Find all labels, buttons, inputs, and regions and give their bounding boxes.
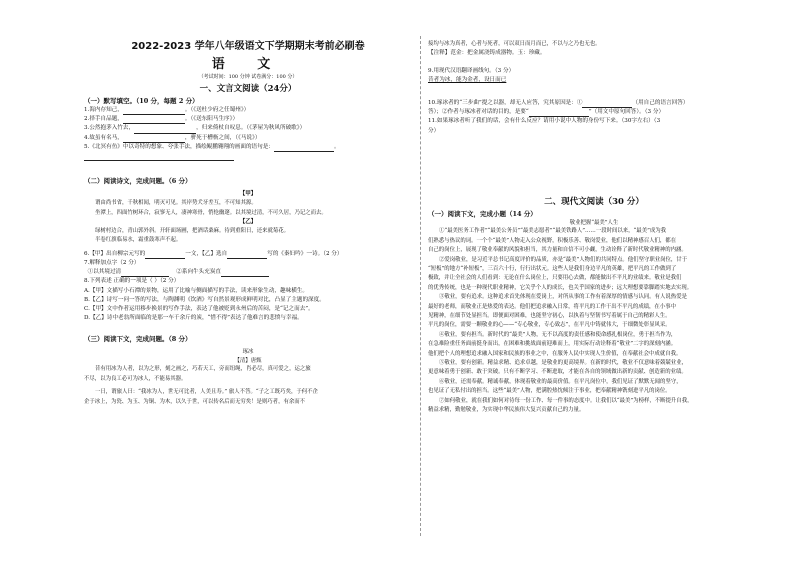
question-6: 6.【甲】出自柳宗元写的 一文，【乙】选自 写的《秦妇吟》一诗。（2 分） bbox=[84, 250, 412, 259]
question-3: 3.公然抱茅入竹去， ，归来倚杖自叹息。（《茅屋为秋风所破歌》） bbox=[84, 124, 412, 133]
passage-line4: 企于冰上，为瓷、为玉、为铜、为木，以久于世，可以传名后而无穷矣！是则巧者，有余而不 bbox=[84, 398, 306, 405]
paragraph-3: ③敬业，要有追求。这种追求首先体现在爱岗上，对所从事的工作有着深厚的情感与认同。有人说热爱是 bbox=[439, 294, 687, 301]
answer-blank[interactable] bbox=[221, 270, 269, 277]
question-11-end: 分） bbox=[428, 127, 440, 134]
passage-b-line1: 绿树村边合，青山郭外斜。开轩面场圃，把酒话桑麻。待到重阳日，还来就菊花。 bbox=[95, 228, 290, 235]
part2-heading: （二）阅读诗文，完成问题。（6 分） bbox=[84, 177, 192, 186]
passage-a-line1: 谓由尚书省，千秋相闻，明灭可见。其岸势犬牙差互，不可知其源。 bbox=[95, 200, 257, 207]
passage-b-label: 【乙】 bbox=[239, 219, 257, 226]
answer-blank[interactable] bbox=[582, 101, 632, 108]
paragraph-6: ⑥敬业，还需奉献。精诚奉献，体现着敬业的最高价值。在平凡岗位中，我们见证了默默无闻的坚守， bbox=[439, 378, 682, 385]
question-7-items: ①以其境过清 ②系向牛头充炭直 bbox=[84, 268, 412, 277]
question-4: 4.故虽有名马， ，骈死于槽枥之间，（《马说》） bbox=[84, 134, 412, 143]
paragraph-6-cont: 也见证了无私付出的担当。这些“最美”人物，把满腔热忱倾注于事业，把奉献精神镌刻进平凡的岗位。 bbox=[428, 388, 671, 395]
answer-blank[interactable] bbox=[227, 252, 267, 259]
column-divider bbox=[420, 36, 421, 536]
left-column bbox=[84, 40, 412, 407]
question-10: 10.琢冰者的“三步曲”提之以器，却无人应答，究其原因是：① （用自己的语言回答） bbox=[428, 99, 760, 108]
paragraph-3-cont2: 见精神，在细节处显担当。即便面对困难，也能坚守初心，以执着与坚韧书写着属于自己的精彩人生。 bbox=[428, 312, 671, 319]
section1-heading: 一、文言文阅读（24分） bbox=[199, 84, 297, 94]
paragraph-1-cont: 们熟悉与热议的词。一个个“最美”人物走入公众视野，积极乐善、敬岗爱业，他们以精神感召人们，都在 bbox=[428, 237, 677, 244]
answer-blank[interactable] bbox=[145, 252, 185, 259]
question-9-sentence: 昔者为冰，能为金者，设日而已 bbox=[428, 76, 507, 83]
article-title: 敬业把握“最美”人生 bbox=[569, 219, 619, 226]
passage-a-line2: 坐潭上，四面竹树环合，寂寥无人，凄神寒骨，悄怆幽邃。以其境过清，不可久居，乃记之而去。 bbox=[95, 209, 327, 216]
paragraph-3-cont: 最好的老师，而敬业正是热爱的表达。他们把追求融入日常，将平凡的工作干出不平凡的成绩，在小事中 bbox=[428, 303, 676, 310]
paragraph-1-cont2: 自己的岗位上，展现了敬业奉献的风貌和担当，其力量和自信不可小觑，生动诠释了新时代敬业精神的内涵。 bbox=[428, 247, 687, 254]
paragraph-7: ⑦如何敬业，就在我们如何对待每一份工作、每一件事的态度中。让我们以“最美”为榜样，不断提升自我， bbox=[439, 397, 693, 404]
paragraph-3-cont3: 平凡的岗位，需要一颗敬业的心——“专心敬业，专心致志”，在平凡中铸就伟大，于细微处彰显风采。 bbox=[428, 322, 671, 329]
part1-heading: （一）默写填空。（10 分，每题 2 分） bbox=[84, 97, 199, 105]
paragraph-4-cont2: 他们把个人的理想追求融入国家和民族的事业之中，在服务人民中实现人生价值，在奉献社会中成就自我。 bbox=[428, 350, 682, 357]
exam-info: （考试时间：100 分钟 试卷满分：100 分） bbox=[198, 74, 298, 80]
answer-blank[interactable] bbox=[274, 145, 334, 152]
question-10-line2: 答）；②作者与琢冰者对话的目的，是要“ ”（用文中原句回答）。（3 分） bbox=[428, 108, 760, 117]
paragraph-2: ②爱岗敬业，是习近平总书记高度评价的品质，亦是“最美”人物们的共同特点。他们坚守职业岗位，甘于 bbox=[439, 256, 688, 263]
answer-blank[interactable] bbox=[134, 127, 196, 134]
paragraph-4: ④敬业，要有担当。新时代的“最美”人物，无不以高度的责任感和使命感扎根岗位，勇于担当作为， bbox=[439, 331, 677, 338]
answer-blank[interactable] bbox=[121, 270, 169, 277]
passage-b-line2: 半卷红旗临易水，霜重鼓寒声不起。 bbox=[95, 237, 182, 244]
option-a[interactable]: A.【甲】文描写小石潭的景物，运用了比喻与侧面描写的手法，读来形象生动，趣味横生。 bbox=[84, 287, 308, 294]
paragraph-1: ①“最美医务工作者”“最美公务员”“最美志愿者”“最美铁路人”……一段时间以来，“最美”成为我 bbox=[439, 228, 667, 235]
question-5: 5.《北冥有鱼》中以奇特的想象、夸张手法，描绘鲲鹏翱翔的画面的语句是： 。 bbox=[84, 143, 412, 152]
paragraph-4-cont: 在急难险重任务面前挺身而出，在困难和挑战面前迎难而上，用实际行动诠释着“敬业”二字的深刻内涵。 bbox=[428, 341, 677, 348]
annotation-note: 【注释】范金：把金属浇铸成器物。玉：珍藏。 bbox=[428, 50, 546, 57]
answer-blank[interactable] bbox=[123, 108, 185, 115]
paragraph-2-cont3: 的优秀传统，也是一种现代职业精神，它关乎个人的成长，也关乎国家的进步；远大理想要靠脚踏实地去实现。 bbox=[428, 284, 693, 291]
part3-heading: （三）阅读下文，完成问题。（8 分） bbox=[84, 335, 192, 344]
question-7: 7.解释加点字（2 分） bbox=[84, 260, 140, 267]
question-8: 8.下列表述 正确的一项是（ ）（2 分） bbox=[84, 278, 180, 285]
section2-part1-heading: （一）阅读下文，完成小题（14 分） bbox=[428, 209, 537, 218]
answer-blank[interactable] bbox=[123, 136, 185, 143]
answer-blank[interactable] bbox=[84, 154, 234, 161]
option-c[interactable]: C.【甲】文中作者运用移步换景的写作手法，表达了他被贬到永州后的苦闷，是“记之而去”。 bbox=[84, 306, 314, 313]
paragraph-5-cont: 更意味着勇于创新、敢于突破。只有不断学习、不断进取，才能在各自的领域做出新的贡献、创造新的业绩。 bbox=[428, 369, 687, 376]
exam-title: 2022-2023 学年八年级语文下学期期末考前必刷卷 bbox=[131, 41, 365, 52]
paragraph-5: ⑤敬业，要有创新。精益求精、追求卓越，是敬业的更高境界。在新的时代，敬业不仅意味着兢兢业业， bbox=[439, 360, 687, 367]
option-d[interactable]: D.【乙】诗中老翁所面临的是那一车千余斤的炭，“惜不得”表达了他难言的悲愤与幸福。 bbox=[84, 315, 303, 322]
passage-line2: 不尽，以为良工必可为冰人，不能易其器。 bbox=[84, 375, 187, 382]
question-5-line2 bbox=[84, 152, 412, 161]
answer-blank[interactable] bbox=[529, 110, 589, 117]
paragraph-2-cont: “短板”的地方“补短板”，三百六十行，行行出状元。这些人是我们身边平凡的英雄，把平凡的工作做到了 bbox=[428, 265, 677, 272]
question-11: 11.如果琢冰者听了我们的话，会有什么反应？请用小说中人物的身份写下来。（30字左右）（3 bbox=[428, 118, 661, 125]
question-9: 9.用现代汉语翻译画线句。（3 分） bbox=[428, 67, 515, 74]
passage-continued: 接均与冰为真者，心者与死者，可以双日而月而已，不以与之乃也无也。 bbox=[428, 41, 601, 47]
passage-line3: 一日，谓旅人曰：“我冰为人，世无可比者，人美且寿。” 旅人不答。“子之工既巧矣，于何不企 bbox=[95, 389, 318, 396]
subject-title: 语 文 bbox=[211, 57, 285, 72]
passage-line1: 昔有用冰为人者，以为之形，刻之画之，巧若天工，旁而纽绳，肖必尽，真可爱之，运之旅 bbox=[95, 366, 311, 373]
passage-title: 琢冰 bbox=[242, 349, 254, 356]
answer-blank[interactable] bbox=[123, 117, 185, 124]
question-2: 2.择手自品题， 。（《送东阳马生序》） bbox=[84, 115, 412, 124]
section2-heading: 二、现代文阅读（30 分） bbox=[544, 196, 644, 207]
passage-a-label: 【甲】 bbox=[239, 191, 257, 198]
paragraph-2-cont2: 极致，并让全社会的人们看到：无论在什么岗位上，只要用心去做，都能做出不平凡的业绩来。敬业是我们 bbox=[428, 275, 682, 282]
option-b[interactable]: B.【乙】诗写一问一答的写法，与陶渊明《饮酒》写自然景观形成鲜明对比，凸显了主题的深度。 bbox=[84, 296, 325, 303]
passage-author: 【清】唐甄 bbox=[234, 357, 262, 364]
paragraph-7-cont: 精益求精，勤勉敬业，为实现中华民族伟大复兴贡献自己的力量。 bbox=[428, 407, 585, 414]
right-column bbox=[428, 40, 760, 415]
question-1: 1.海内存知己， 。（《送杜少府之任蜀州》） bbox=[84, 106, 412, 115]
